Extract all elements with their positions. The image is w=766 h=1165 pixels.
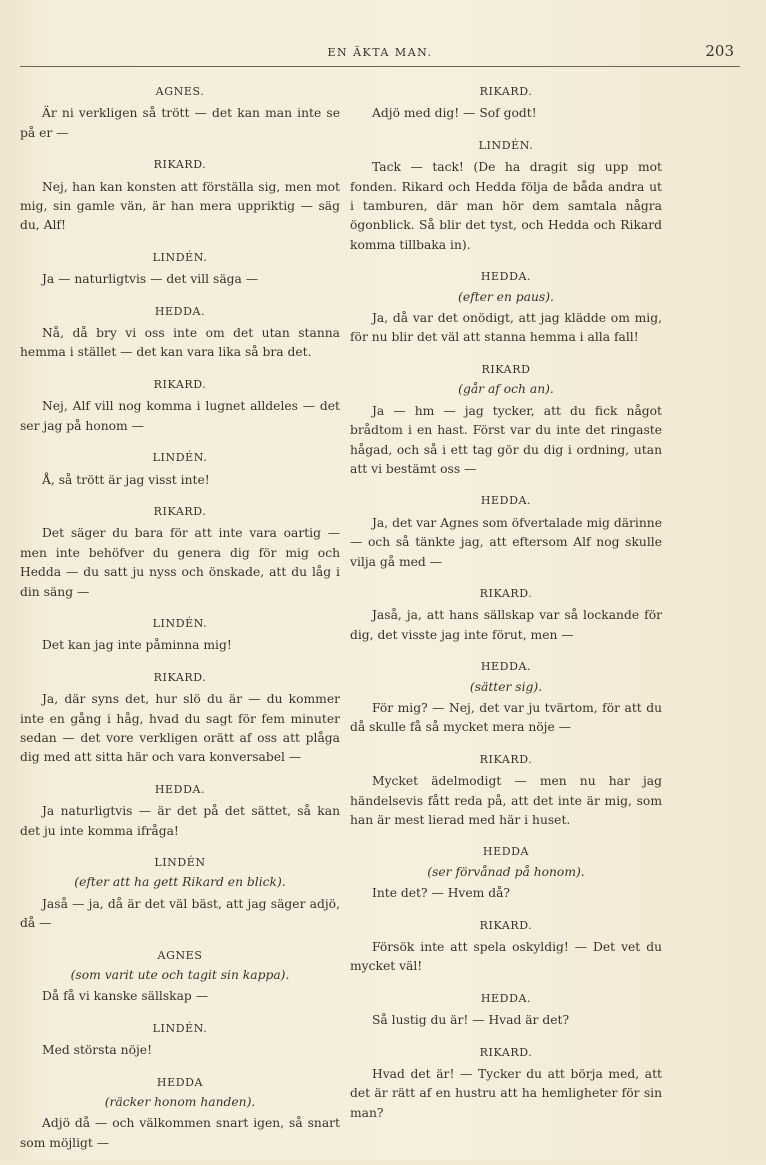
speaker-name: RIKARD. xyxy=(153,377,207,391)
stage-direction: (ser förvånad på honom). xyxy=(427,864,585,879)
speaker-name: RIKARD xyxy=(481,362,531,376)
dialogue-block xyxy=(350,657,662,738)
dialogue-text: Inte det? — Hvem då? xyxy=(372,886,511,901)
dialogue-text: Så lustig du är! — Hvad är det? xyxy=(372,1013,570,1028)
dialogue-text: Ja — naturligtvis — det vill säga — xyxy=(42,272,259,287)
page-header xyxy=(20,42,740,67)
speaker-name: AGNES xyxy=(157,948,203,962)
speaker-name: RIKARD. xyxy=(153,504,207,518)
stage-direction: (efter att ha gett Rikard en blick). xyxy=(74,875,286,890)
stage-direction: (räcker honom handen). xyxy=(104,1095,256,1110)
speaker-name: RIKARD. xyxy=(153,670,207,684)
dialogue-block xyxy=(20,302,340,363)
speaker-name: RIKARD. xyxy=(479,918,533,932)
dialogue-block xyxy=(20,448,340,490)
speaker-name: LINDÉN. xyxy=(152,451,208,465)
dialogue-block xyxy=(350,360,662,479)
dialogue-text: Nej, han kan konsten att förställa sig, men mot mig, sin gamle vän, är han mera uppriktig — säg du, Alf! xyxy=(20,179,340,233)
dialogue-text: Nå, då bry vi oss inte om det utan stanna hemma i stället — det kan vara lika så bra det. xyxy=(20,326,340,360)
speaker-name: HEDDA xyxy=(156,1075,204,1089)
dialogue-block xyxy=(20,502,340,602)
dialogue-text: Tack — tack! (De ha dragit sig upp mot fonden. Rikard och Hedda följa de båda andra ut i tamburen, där man hör dem samtala några ögonblick. Så blir det tyst, och Hedda och Rikard komma tillbaka in). xyxy=(350,160,662,252)
dialogue-block xyxy=(350,1043,662,1124)
dialogue-text: Jaså — ja, då är det väl bäst, att jag säger adjö, då — xyxy=(20,896,340,931)
dialogue-block xyxy=(20,248,340,290)
speaker-name: AGNES. xyxy=(155,85,205,98)
dialogue-text: Adjö med dig! — Sof godt! xyxy=(372,106,537,121)
speaker-name: HEDDA. xyxy=(480,991,532,1005)
left-column xyxy=(20,82,340,1165)
dialogue-text: Ja naturligtvis — är det på det sättet, så kan det ju inte komma ifråga! xyxy=(20,804,340,838)
speaker-name: RIKARD. xyxy=(479,752,533,766)
speaker-name: HEDDA. xyxy=(154,304,206,318)
dialogue-text: Med största nöje! xyxy=(42,1043,153,1058)
dialogue-text: Å, så trött är jag visst inte! xyxy=(42,472,210,487)
speaker-name: HEDDA. xyxy=(480,270,532,284)
dialogue-block xyxy=(20,946,340,1007)
stage-direction: (sätter sig). xyxy=(469,679,543,694)
speaker-name: RIKARD. xyxy=(479,586,533,600)
dialogue-block xyxy=(350,491,662,572)
dialogue-text: Är ni verkligen så trött — det kan man inte se på er — xyxy=(20,106,340,140)
dialogue-block xyxy=(350,916,662,977)
dialogue-block xyxy=(350,82,662,124)
dialogue-text: Ja, det var Agnes som öfvertalade mig därinne — och så tänkte jag, att eftersom Alf nog skulle vilja gå med — xyxy=(350,515,662,569)
dialogue-text: Hvad det är! — Tycker du att börja med, att det är rätt af en hustru att ha hemligheter för sin man? xyxy=(350,1067,662,1120)
page-number: 203 xyxy=(705,42,734,60)
dialogue-text: Ja — hm — jag tycker, att du fick något brådtom i en hast. Först var du inte det ringaste hågad, och så i ett tag gör du dig i ordning, utan att vi bestämt oss — xyxy=(350,403,662,476)
speaker-name: HEDDA. xyxy=(154,782,206,796)
dialogue-block xyxy=(20,1019,340,1061)
dialogue-block xyxy=(20,1073,340,1154)
dialogue-text: Då få vi kanske sällskap — xyxy=(42,989,209,1004)
dialogue-block xyxy=(20,82,340,143)
speaker-name: HEDDA xyxy=(482,845,530,859)
speaker-name: LINDÉN. xyxy=(152,1021,208,1035)
speaker-name: LINDÉN. xyxy=(152,250,208,264)
dialogue-text: Det säger du bara för att inte vara oartig — men inte behöfver du genera dig för mig och Hedda — du satt ju nyss och önskade, att du låg i din säng — xyxy=(20,526,340,599)
stage-direction: (som varit ute och tagit sin kappa). xyxy=(70,968,290,983)
speaker-name: HEDDA. xyxy=(480,494,532,508)
dialogue-block xyxy=(350,989,662,1031)
stage-direction: (efter en paus). xyxy=(458,289,554,304)
dialogue-text: Det kan jag inte påminna mig! xyxy=(42,638,232,653)
dialogue-block xyxy=(20,155,340,236)
dialogue-block xyxy=(20,375,340,436)
stage-direction: (går af och an). xyxy=(458,382,554,397)
speaker-name: RIKARD. xyxy=(479,1045,533,1059)
dialogue-block xyxy=(20,780,340,841)
speaker-name: LINDÉN. xyxy=(152,616,208,630)
dialogue-block xyxy=(350,267,662,348)
speaker-name: RIKARD. xyxy=(479,85,533,98)
dialogue-text: Adjö då — och välkommen snart igen, så snart som möjligt — xyxy=(20,1116,340,1150)
speaker-name: HEDDA. xyxy=(480,660,532,674)
dialogue-block xyxy=(20,853,340,934)
running-title: EN ÄKTA MAN. xyxy=(327,46,433,59)
dialogue-text: Jaså, ja, att hans sällskap var så lockande för dig, det visste jag inte förut, men — xyxy=(350,608,662,642)
dialogue-text: Mycket ädelmodigt — men nu har jag händelsevis fått reda på, att det inte är mig, som han är mest lierad med här i huset. xyxy=(350,774,662,827)
speaker-name: RIKARD. xyxy=(153,158,207,172)
speaker-name: LINDÉN. xyxy=(478,138,534,152)
dialogue-text: Ja, då var det onödigt, att jag klädde om mig, för nu blir det väl att stanna hemma i alla fall! xyxy=(350,311,662,345)
dialogue-block xyxy=(350,750,662,831)
speaker-name: LINDÉN xyxy=(154,856,206,869)
dialogue-text: Försök inte att spela oskyldig! — Det vet du mycket väl! xyxy=(350,940,662,974)
dialogue-block xyxy=(350,136,662,255)
dialogue-block xyxy=(20,614,340,656)
right-column xyxy=(350,82,662,1135)
dialogue-text: Nej, Alf vill nog komma i lugnet alldeles — det ser jag på honom — xyxy=(20,399,340,433)
dialogue-text: Ja, där syns det, hur slö du är — du kommer inte en gång i håg, hvad du sagt för fem minuter sedan — det vore verkligen orätt af oss att plåga dig med att sitta här och vara konversabel — xyxy=(20,692,340,765)
dialogue-block xyxy=(20,668,340,768)
dialogue-block xyxy=(350,584,662,645)
dialogue-text: För mig? — Nej, det var ju tvärtom, för att du då skulle få så mycket mera nöje — xyxy=(350,700,662,735)
dialogue-block xyxy=(350,842,662,903)
